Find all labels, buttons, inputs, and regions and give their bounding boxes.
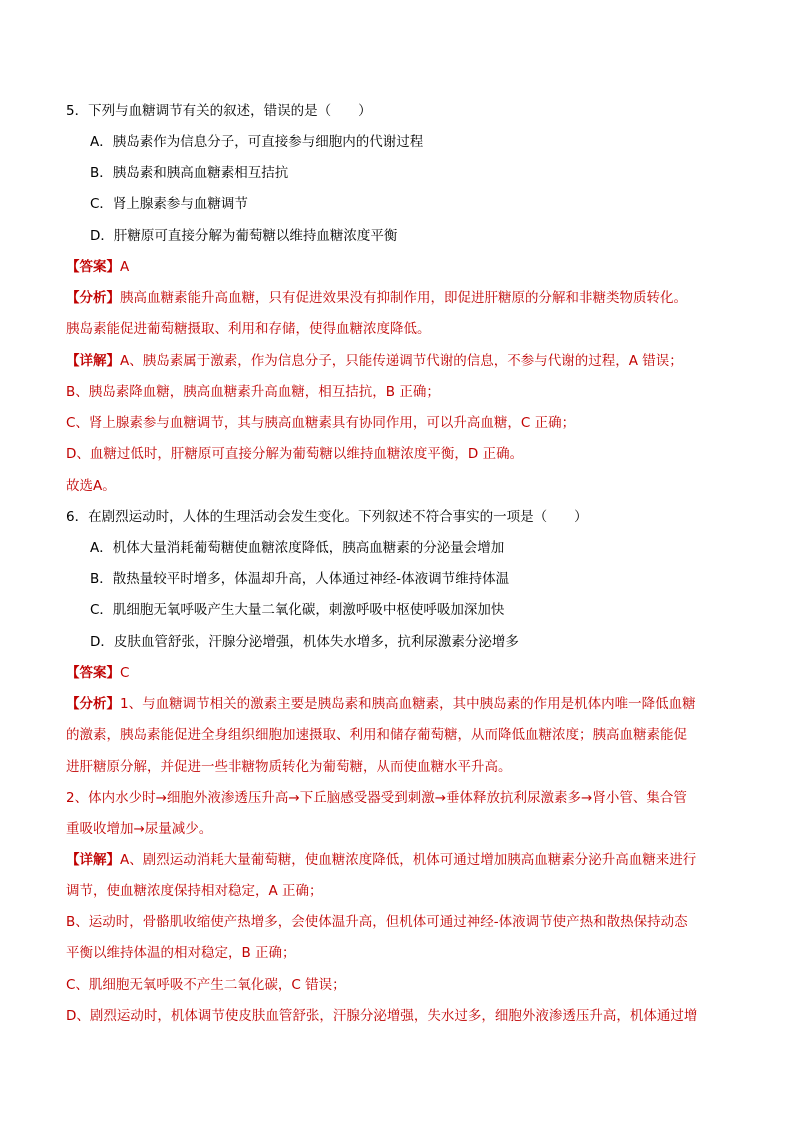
- q6-analysis-text-1: 1、与血糖调节相关的激素主要是胰岛素和胰高血糖素，其中胰岛素的作用是机体内唯一降低血糖: [120, 696, 696, 712]
- q6-option-a: A．机体大量消耗葡萄糖使血糖浓度降低，胰高血糖素的分泌量会增加: [90, 540, 505, 556]
- q5-stem: 5．下列与血糖调节有关的叙述，错误的是（ ）: [66, 103, 372, 119]
- q6-analysis-label: 【分析】: [66, 696, 120, 712]
- q5-detail-label: 【详解】: [66, 353, 120, 369]
- q6-detail-label: 【详解】: [66, 852, 120, 868]
- q6-analysis-line-3: 进肝糖原分解，并促进一些非糖物质转化为葡萄糖，从而使血糖水平升高。: [66, 759, 512, 775]
- q6-answer: [66, 663, 728, 683]
- q5-conclusion: 故选A。: [66, 478, 116, 494]
- q5-detail-line-3: C、肾上腺素参与血糖调节，其与胰高血糖素具有协同作用，可以升高血糖，C 正确；: [66, 415, 576, 431]
- q6-answer-label: 【答案】: [66, 665, 120, 681]
- q5-option-b: B．胰岛素和胰高血糖素相互拮抗: [90, 165, 289, 181]
- q6-detail-line-2: 调节，使血糖浓度保持相对稳定，A 正确；: [66, 883, 323, 899]
- q6-analysis-line-5: 重吸收增加→尿量减少。: [66, 821, 213, 837]
- q6-analysis-line-4: 2、体内水少时→细胞外液渗透压升高→下丘脑感受器受到刺激→垂体释放抗利尿激素多→肾小管、集合管: [66, 790, 687, 806]
- q6-answer-value: C: [120, 665, 130, 681]
- q6-option-c: C．肌细胞无氧呼吸产生大量二氧化碳，刺激呼吸中枢使呼吸加深加快: [90, 602, 505, 618]
- q6-analysis-line-1: [66, 694, 728, 714]
- q6-detail-line-1: [66, 850, 728, 870]
- q5-answer: [66, 257, 728, 277]
- q5-answer-value: A: [120, 259, 130, 275]
- q5-analysis-text-1: 胰高血糖素能升高血糖，只有促进效果没有抑制作用，即促进肝糖原的分解和非糖类物质转化。: [120, 290, 687, 306]
- q6-detail-line-6: D、剧烈运动时，机体调节使皮肤血管舒张，汗腺分泌增强，失水过多，细胞外液渗透压升高，机体通过增: [66, 1008, 698, 1024]
- q5-detail-line-4: D、血糖过低时，肝糖原可直接分解为葡萄糖以维持血糖浓度平衡，D 正确。: [66, 446, 524, 462]
- q6-option-d: D．皮肤血管舒张，汗腺分泌增强，机体失水增多，抗利尿激素分泌增多: [90, 634, 519, 650]
- q6-stem: 6．在剧烈运动时，人体的生理活动会发生变化。下列叙述不符合事实的一项是（ ）: [66, 509, 588, 525]
- q5-option-a: A．胰岛素作为信息分子，可直接参与细胞内的代谢过程: [90, 134, 424, 150]
- q5-analysis-line-1: [66, 288, 728, 308]
- q5-detail-text-1: A、胰岛素属于激素，作为信息分子，只能传递调节代谢的信息，不参与代谢的过程，A 错误；: [120, 353, 683, 369]
- q5-answer-label: 【答案】: [66, 259, 120, 275]
- q5-option-c: C．肾上腺素参与血糖调节: [90, 196, 248, 212]
- q6-detail-line-3: B、运动时，骨骼肌收缩使产热增多，会使体温升高，但机体可通过神经-体液调节使产热和散热保持动态: [66, 914, 688, 930]
- q6-detail-line-4: 平衡以维持体温的相对稳定，B 正确；: [66, 945, 296, 961]
- q5-option-d: D．肝糖原可直接分解为葡萄糖以维持血糖浓度平衡: [90, 228, 398, 244]
- q6-detail-line-5: C、肌细胞无氧呼吸不产生二氧化碳，C 错误；: [66, 977, 346, 993]
- q5-detail-line-1: [66, 351, 728, 371]
- q5-analysis-label: 【分析】: [66, 290, 120, 306]
- q5-analysis-line-2: 胰岛素能促进葡萄糖摄取、利用和存储，使得血糖浓度降低。: [66, 321, 431, 337]
- q6-analysis-line-2: 的激素，胰岛素能促进全身组织细胞加速摄取、利用和储存葡萄糖，从而降低血糖浓度；胰高血糖素能促: [66, 727, 687, 743]
- q5-detail-line-2: B、胰岛素降血糖，胰高血糖素升高血糖，相互拮抗，B 正确；: [66, 384, 440, 400]
- q6-option-b: B．散热量较平时增多，体温却升高，人体通过神经-体液调节维持体温: [90, 571, 510, 587]
- q6-detail-text-1: A、剧烈运动消耗大量葡萄糖，使血糖浓度降低，机体可通过增加胰高血糖素分泌升高血糖来进行: [120, 852, 697, 868]
